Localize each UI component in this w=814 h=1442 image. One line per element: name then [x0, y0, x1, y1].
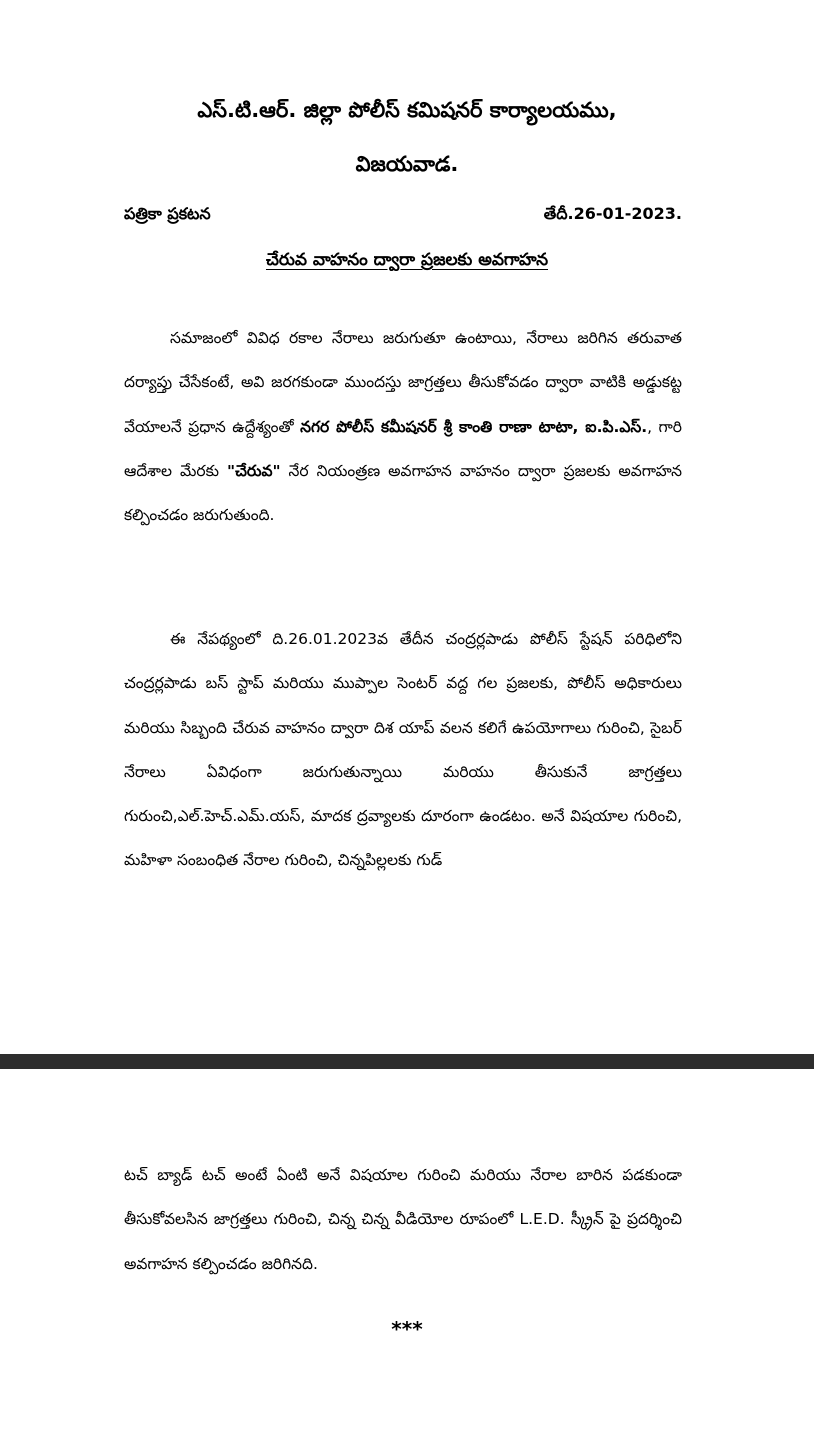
- paragraph-3: టచ్ బ్యాడ్ టచ్ అంటే ఏంటి అనే విషయాల గురించి మరియు నేరాల బారిన పడకుండా తీసుకోవలసిన జాగ్రత్తలు గురించి, చిన్న చిన్న వీడియోల రూపంలో L.E.D. స్క్రీన్ పై ప్రదర్శించి అవగాహన కల్పించడం జరిగినది.: [124, 1166, 682, 1273]
- subject-heading: [0, 246, 814, 274]
- paragraph-2: ఈ నేపథ్యంలో ది.26.01.2023వ తేదీన చంద్రర్లపాడు పోలీస్ స్టేషన్ పరిధిలోని చంద్రర్లపాడు బస్ స్టాప్ మరియు ముప్పాల సెంటర్ వద్ద గల ప్రజలకు, పోలీస్ అధికారులు మరియు సిబ్బంది చేరువ వాహనం ద్వారా దిశ యాప్ వలన కలిగే ఉపయోగాలు గురించి, సైబర్ నేరాలు ఏవిధంగా జరుగుతున్నాయి మరియు తీసుకునే జాగ్రత్తలు గురుంచి,ఎల్.హెచ్.ఎమ్.యస్, మాదక ద్రవ్యాలకు దూరంగా ఉండటం. అనే విషయాల గురించి, మహిళా సంబంధిత నేరాల గురించి, చిన్నపిల్లలకు గుడ్: [124, 630, 682, 870]
- office-title: ఎస్.టి.ఆర్. జిల్లా పోలీస్ కమిషనర్ కార్యాలయము,: [197, 98, 617, 122]
- city-title: విజయవాడ.: [355, 152, 459, 176]
- press-release-label: పత్రికా ప్రకటన: [124, 204, 211, 223]
- cheruva-name: "చేరువ": [227, 461, 281, 480]
- release-date: తేదీ.26-01-2023.: [543, 204, 682, 223]
- paragraph-1-part-2: , గారి ఆదేశాల మేరకు: [124, 417, 683, 480]
- paragraph-1: [124, 316, 682, 537]
- paragraph-1-part-3: నేర నియంత్రణ అవగాహన వాహనం ద్వారా ప్రజలకు అవగాహన కల్పించడం జరుగుతుంది.: [124, 461, 682, 525]
- page-divider: [0, 1054, 814, 1069]
- subject-text: చేరువ వాహనం ద్వారా ప్రజలకు అవగాహన: [265, 250, 549, 270]
- commissioner-name: నగర పోలీస్ కమీషనర్ శ్రీ కాంతి రాణా టాటా, ఐ.పి.ఎస్.: [300, 417, 648, 436]
- end-mark: ***: [391, 1317, 423, 1341]
- document-page-2: [0, 1069, 814, 1442]
- paragraph-1-part-1: సమాజంలో వివిధ రకాల నేరాలు జరుగుతూ ఉంటాయి, నేరాలు జరిగిన తరువాత దర్యాప్తు చేసేకంటే, అవి జరగకుండా ముందస్తు జాగ్రత్తలు తీసుకోవడం ద్వారా వాటికి అడ్డుకట్ట వేయాలనే ప్రధాన ఉద్దేశ్యంతో: [124, 329, 682, 436]
